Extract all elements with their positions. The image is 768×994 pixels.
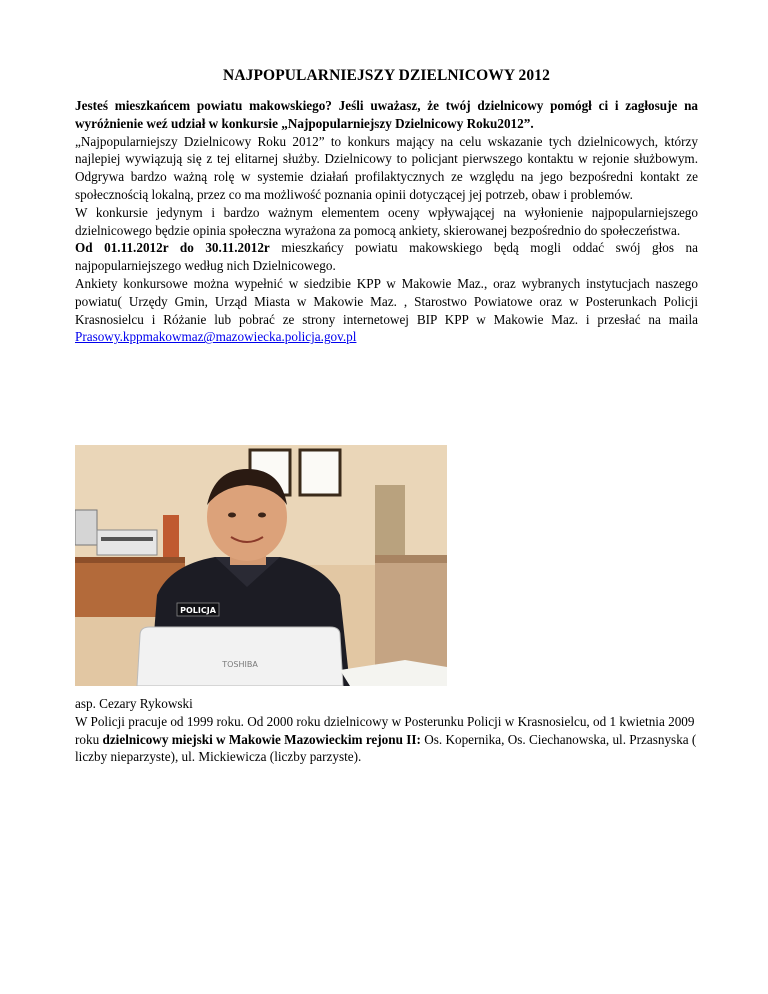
contest-description: „Najpopularniejszy Dzielnicowy Roku 2012” to konkurs mający na celu wskazanie tych dzielnicowych, którzy najlepiej wywiązują się z tej elitarnej służby. Dzielnicowy to policjant pierwszego kontaktu w rejonie służbowym. Odgrywa bardzo ważną rolę w systemie działań profilaktycznych ze względu na jego bezpośredni kontakt ze społecznością lokalną, przez co ma możliwość poznania opinii dotyczącej jej potrzeb, obaw i problemów. xyxy=(75,133,698,202)
district-streets: Os. Kopernika, Os. Ciechanowska, ul. Przasnyska ( liczby nieparzyste), ul. Mickiewicza (liczby parzyste). xyxy=(75,731,697,765)
voting-dates: Od 01.11.2012r do 30.11.2012r xyxy=(75,240,270,256)
intro-paragraph: Jesteś mieszkańcem powiatu makowskiego? Jeśli uważasz, że twój dzielnicowy pomógł ci i zagłosuje na wyróżnienie weź udział w konkursie „Najpopularniejszy Dzielnicowy Roku2012”. xyxy=(75,98,698,131)
officer-bio xyxy=(75,695,698,766)
officer-name: asp. Cezary Rykowski xyxy=(75,696,193,711)
survey-info xyxy=(75,275,698,346)
laptop-brand-text: TOSHIBA xyxy=(222,660,258,669)
contest-rules: W konkursie jedynym i bardzo ważnym elementem oceny wpływającej na wyłonienie najpopularniejszego dzielnicowego będzie opinia społeczna wyrażona za pomocą ankiety, skierowanej bezpośrednio do społeczeństwa. xyxy=(75,204,698,238)
voting-period-text: mieszkańcy powiatu makowskiego będą mogli oddać swój głos na najpopularniejszego według nich Dzielnicowego. xyxy=(75,240,698,274)
police-badge-text: POLICJA xyxy=(180,606,216,615)
survey-info-text: Ankiety konkursowe można wypełnić w siedzibie KPP w Makowie Maz., oraz wybranych instytucjach naszego powiatu( Urzędy Gmin, Urząd Miasta w Makowie Maz. , Starostwo Powiatowe oraz w Posterunkach Policji Krasnosielcu i Różanie lub pobrać ze strony internetowej BIP KPP w Makowie Maz. i przesłać na maila xyxy=(75,275,698,327)
document-title: NAJPOPULARNIEJSZY DZIELNICOWY 2012 xyxy=(223,67,550,84)
officer-career xyxy=(75,713,698,766)
career-text: W Policji pracuje od 1999 roku. Od 2000 roku dzielnicowy w Posterunku Policji w Krasnosielcu, od 1 kwietnia 2009 roku xyxy=(75,713,695,747)
voting-period xyxy=(75,239,698,275)
officer-photo xyxy=(75,445,447,686)
article-body xyxy=(75,97,698,346)
district-title: dzielnicowy miejski w Makowie Mazowieckim rejonu II: xyxy=(102,731,421,747)
officer-photo-illustration xyxy=(75,445,447,686)
email-link[interactable]: Prasowy.kppmakowmaz@mazowiecka.policja.gov.pl xyxy=(75,329,357,345)
